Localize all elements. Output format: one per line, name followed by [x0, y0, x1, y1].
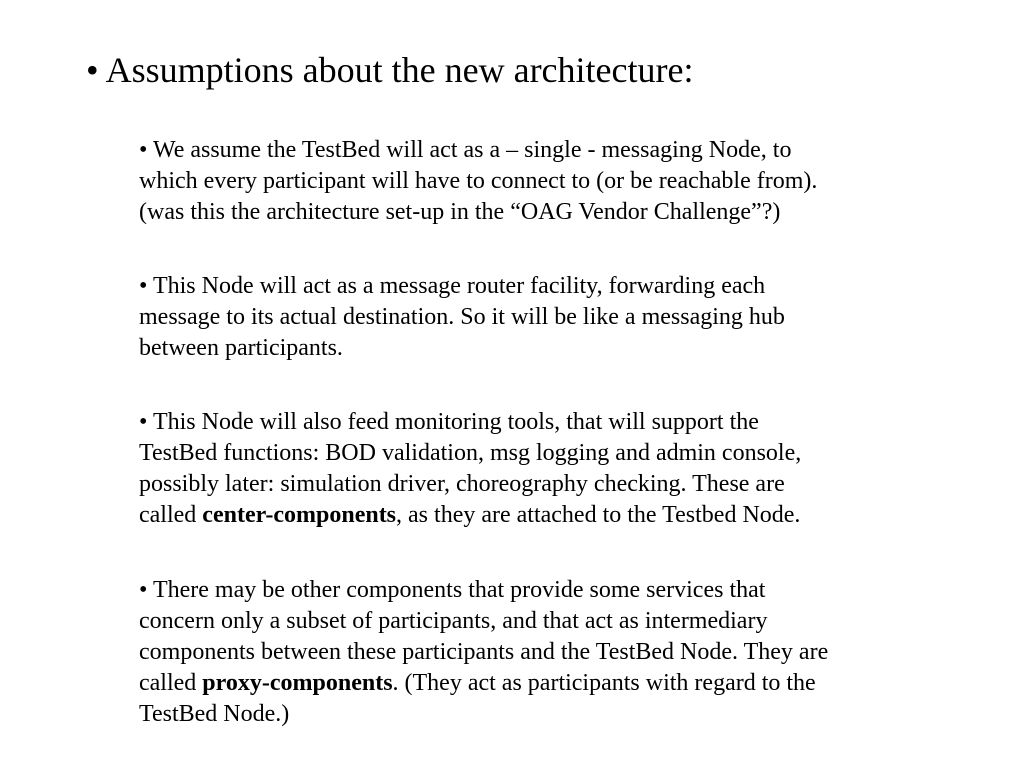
bullet-line: between participants. — [139, 335, 343, 361]
bullet-single-messaging-node — [139, 135, 969, 228]
bullet-line — [139, 668, 969, 699]
text-fragment: , as they are attached to the Testbed Node. — [396, 502, 801, 528]
bullet-line: TestBed Node.) — [139, 701, 290, 727]
text-fragment: called — [139, 502, 203, 528]
bullet-line: (was this the architecture set-up in the “OAG Vendor Challenge”?) — [139, 199, 781, 225]
bullet-line: • There may be other components that provide some services that — [139, 577, 766, 603]
term-proxy-components: proxy-components — [202, 670, 393, 696]
bullet-line: possibly later: simulation driver, choreography checking. These are — [139, 471, 785, 497]
term-center-components: center-components — [202, 502, 397, 528]
bullet-line: message to its actual destination. So it will be like a messaging hub — [139, 304, 785, 330]
bullet-monitoring-tools — [139, 407, 969, 531]
bullet-line: which every participant will have to connect to (or be reachable from). — [139, 168, 818, 194]
bullet-other-components — [139, 575, 969, 730]
bullet-line: TestBed functions: BOD validation, msg logging and admin console, — [139, 440, 802, 466]
bullet-line: components between these participants and the TestBed Node. They are — [139, 639, 829, 665]
slide-heading: • Assumptions about the new architecture: — [86, 50, 694, 90]
bullet-line: • This Node will act as a message router facility, forwarding each — [139, 273, 766, 299]
bullet-line: • This Node will also feed monitoring tools, that will support the — [139, 409, 759, 435]
text-fragment: called — [139, 670, 203, 696]
bullet-line — [139, 500, 969, 531]
text-fragment: . (They act as participants with regard to the — [392, 670, 816, 696]
bullet-line: concern only a subset of participants, and that act as intermediary — [139, 608, 768, 634]
bullet-line: • We assume the TestBed will act as a – single - messaging Node, to — [139, 137, 792, 163]
bullet-message-router — [139, 271, 969, 364]
